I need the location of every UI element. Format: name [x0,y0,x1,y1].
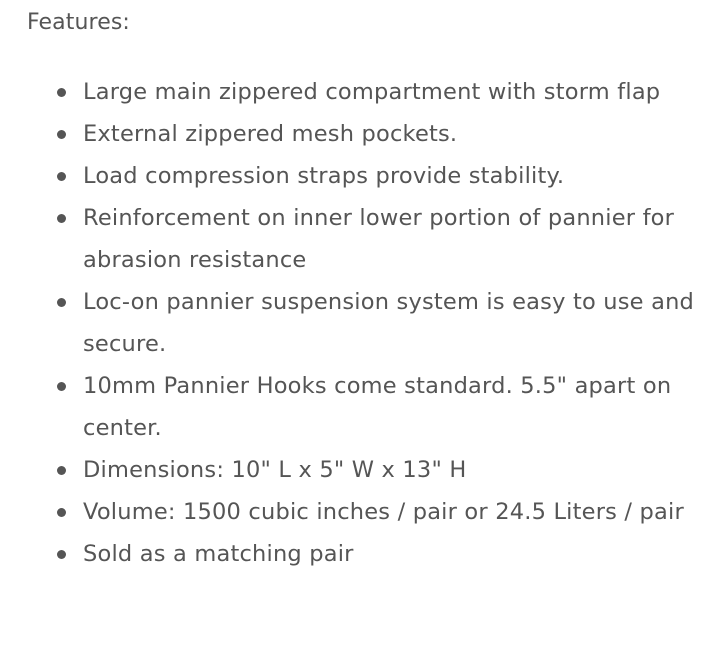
feature-item [0,197,700,281]
feature-item [0,365,700,449]
feature-item [0,155,700,197]
feature-item [0,113,700,155]
feature-item [0,71,700,113]
feature-text: Large main zippered compartment with storm flap [83,79,661,105]
bullet-icon [57,88,66,97]
feature-text: 10mm Pannier Hooks come standard. 5.5" apart on center. [83,373,672,441]
bullet-icon [57,550,66,559]
bullet-icon [57,298,66,307]
feature-text: Load compression straps provide stability. [83,163,565,189]
feature-item [0,449,700,491]
bullet-icon [57,466,66,475]
feature-text: Volume: 1500 cubic inches / pair or 24.5 Liters / pair [83,499,684,525]
features-list [0,71,700,575]
feature-text: Reinforcement on inner lower portion of pannier for abrasion resistance [83,205,675,273]
bullet-icon [57,214,66,223]
feature-text: External zippered mesh pockets. [83,121,458,147]
bullet-icon [57,382,66,391]
bullet-icon [57,508,66,517]
features-heading: Features: [27,10,130,35]
feature-item [0,491,700,533]
feature-text: Sold as a matching pair [83,541,354,567]
feature-item [0,533,700,575]
bullet-icon [57,172,66,181]
feature-text: Dimensions: 10" L x 5" W x 13" H [83,457,467,483]
feature-item [0,281,700,365]
feature-text: Loc-on pannier suspension system is easy to use and secure. [83,289,695,357]
bullet-icon [57,130,66,139]
